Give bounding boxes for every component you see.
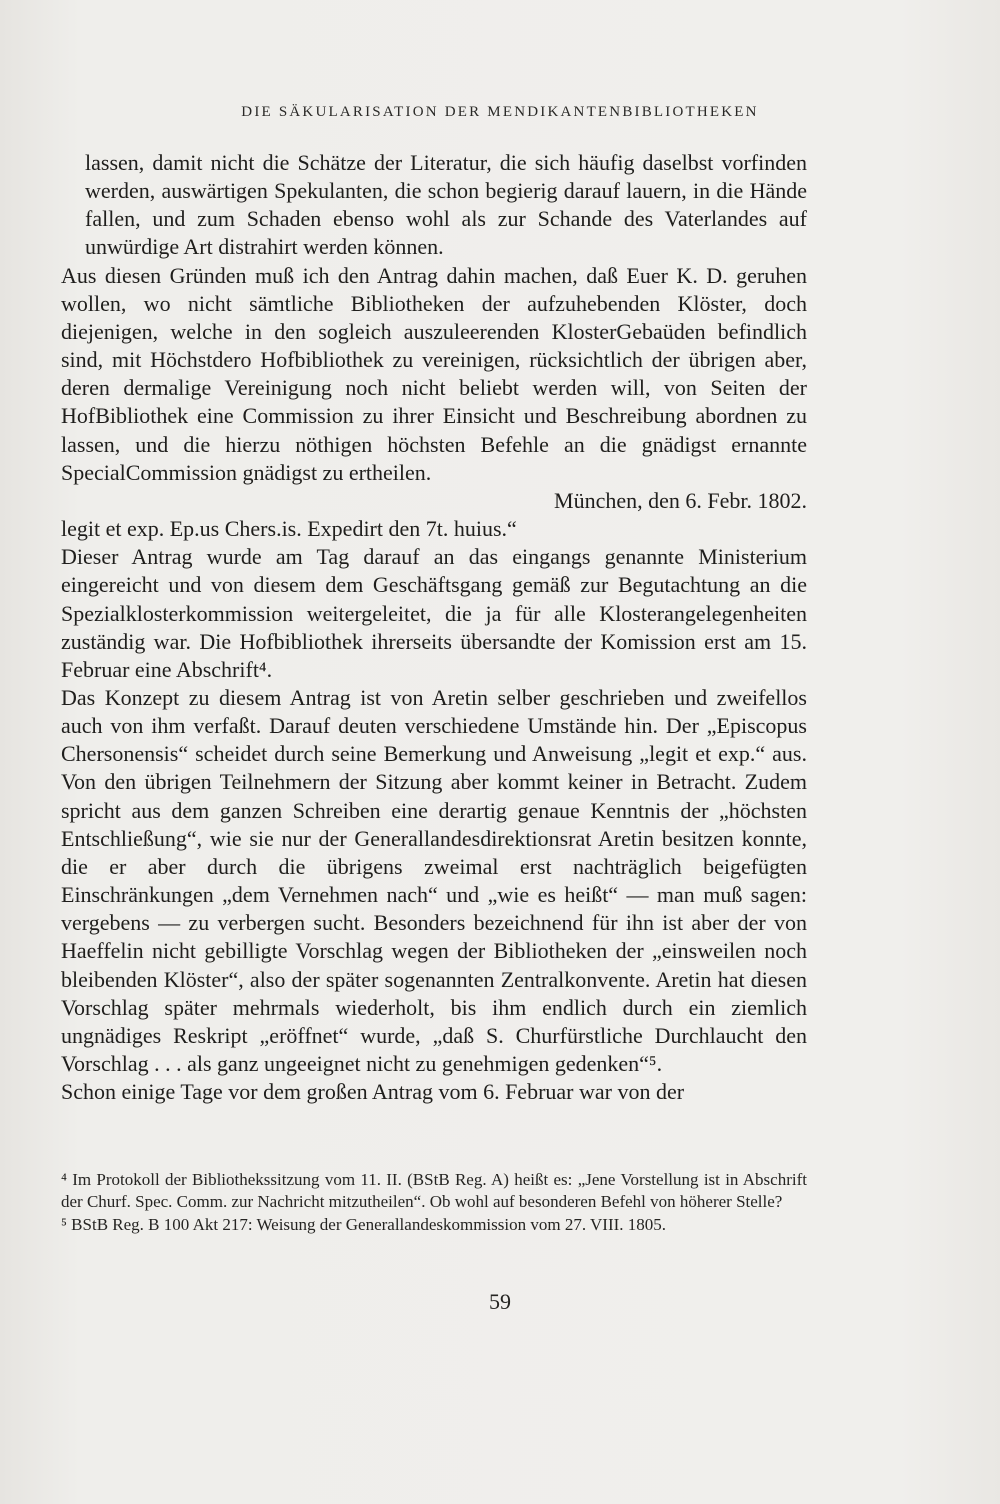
footnotes	[61, 1169, 807, 1238]
page-number: 59	[489, 1289, 511, 1314]
main-text	[61, 149, 807, 1106]
body-paragraph-1: Dieser Antrag wurde am Tag darauf an das eingangs genannte Ministerium eingereicht und von diesem dem Geschäftsgang gemäß zur Begutachtung an die Spezialklosterkommission weitergeleitet, die ja für alle Klosterangelegenheiten zuständig war. Die Hofbibliothek ihrerseits übersandte der Komission erst am 15. Februar eine Abschrift⁴.	[61, 544, 807, 682]
quote-paragraph-1: lassen, damit nicht die Schätze der Literatur, die sich häufig daselbst vorfinden werden, auswärtigen Spekulanten, die schon begierig darauf lauern, in die Hände fallen, und zum Schaden ebenso wohl als zur Schande des Vaterlandes auf unwürdige Art distrahirt werden können.	[85, 150, 807, 260]
dateline: München, den 6. Febr. 1802.	[554, 487, 807, 513]
footnote-5: ⁵ BStB Reg. B 100 Akt 217: Weisung der Generallandeskommission vom 27. VIII. 1805.	[61, 1215, 667, 1235]
running-head: DIE SÄKULARISATION DER MENDIKANTENBIBLIOTHEKEN	[241, 104, 759, 120]
body-paragraph-3: Schon einige Tage vor dem großen Antrag vom 6. Februar war von der	[61, 1079, 685, 1105]
footnote-4: ⁴ Im Protokoll der Bibliothekssitzung vom 11. II. (BStB Reg. A) heißt es: „Jene Vorstellung ist in Abschrift der Churf. Spec. Comm. zur Nachricht mitzutheilen“. Ob wohl auf besonderen Befehl von höherer Stelle?	[61, 1170, 807, 1211]
signature-line: legit et exp. Ep.us Chers.is. Expedirt den 7t. huius.“	[61, 516, 517, 542]
quote-paragraph-2: Aus diesen Gründen muß ich den Antrag dahin machen, daß Euer K. D. geruhen wollen, wo nicht sämtliche Bibliotheken der aufzuhebenden Klöster, doch diejenigen, welche in den sogleich auszuleerenden KlosterGebaüden befindlich sind, mit Höchstdero Hofbibliothek zu vereinigen, rücksichtlich der übrigen aber, deren dermalige Vereinigung noch nicht beliebt werden will, von Seiten der HofBibliothek eine Commission zu ihrer Einsicht und Beschreibung abordnen zu lassen, und die hierzu nöthigen höchsten Befehle an die gnädigst ernannte SpecialCommission gnädigst zu ertheilen.	[61, 262, 807, 485]
body-paragraph-2: Das Konzept zu diesem Antrag ist von Aretin selber geschrieben und zweifellos auch von ihm verfaßt. Darauf deuten verschiedene Umstände hin. Der „Episcopus Chersonensis“ scheidet durch seine Bemerkung und Anweisung „legit et exp.“ aus. Von den übrigen Teilnehmern der Sitzung aber kommt keiner in Betracht. Zudem spricht aus dem ganzen Schreiben eine derartig genaue Kenntnis der „höchsten Entschließung“, wie sie nur der Generallandesdirektionsrat Aretin besitzen konnte, die er aber durch die übrigens zweimal erst nachträglich beigefügten Einschränkungen „dem Vernehmen nach“ und „wie es heißt“ — man muß sagen: vergebens — zu verbergen sucht. Besonders bezeichnend für ihn ist aber der von Haeffelin nicht gebilligte Vorschlag wegen der Bibliotheken der „einsweilen noch bleibenden Klöster“, also der später sogenannten Zentralkonvente. Aretin hat diesen Vorschlag später mehrmals wiederholt, bis ihm endlich durch ein ziemlich ungnädiges Reskript „eröffnet“ wurde, „daß S. Churfürstliche Durchlaucht den Vorschlag . . . als ganz ungeeignet nicht zu genehmigen gedenken“⁵.	[61, 684, 807, 1076]
